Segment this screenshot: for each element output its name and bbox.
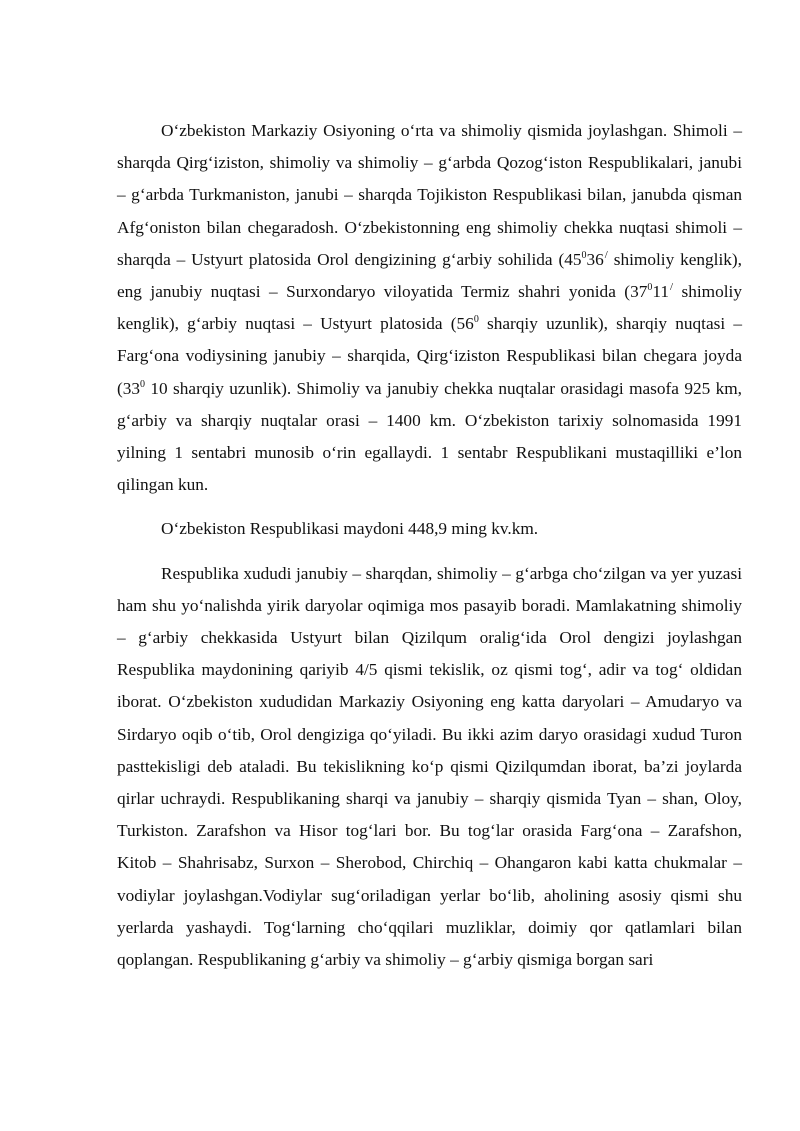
paragraph-geography-borders xyxy=(117,115,742,501)
p1-degree-sup-3: 0 xyxy=(473,314,479,326)
p1-text-c: shimoliy kenglik), eng janubiy nuqtasi – Surxondaryo viloyatida Termiz shahri yonida (37 xyxy=(117,249,743,302)
p1-text-e: shimoliy kenglik), g‘arbiy nuqtasi – Ustyurt platosida (56 xyxy=(117,282,742,334)
p1-text-a: O‘zbekiston Markaziy Osiyoning o‘rta va shimoliy qismida joylashgan. Shimoli – sharqda Qirg‘iziston, shimoliy va shimoliy – g‘arbda Qozog‘iston Respublikalari, janubi – g‘arbda Turkmaniston, janubi – sharqda Tojikiston Respublikasi bilan, janubda qisman Afg‘oniston bilan chegaradosh. O‘zbekistonning eng shimoliy chekka nuqtasi shimoli – sharqda – Ustyurt platosida Orol dengizining g‘arbiy sohilida (45 xyxy=(117,121,742,269)
document-body xyxy=(117,115,742,976)
paragraph-area: O‘zbekiston Respublikasi maydoni 448,9 ming kv.km. xyxy=(161,519,539,539)
p1-degree-sup-2: 0 xyxy=(647,282,653,294)
p1-text-b: 36 xyxy=(586,249,604,269)
p1-degree-sup-4: 0 xyxy=(140,378,146,390)
p1-degree-sup-1: 0 xyxy=(581,250,587,262)
p1-text-f: sharqiy uzunlik), sharqiy nuqtasi – Farg‘ona vodiysining janubiy – sharqida, Qirg‘iziston Respublikasi bilan chegara joyda (33 xyxy=(117,314,742,398)
p1-text-g: 10 sharqiy uzunlik). Shimoliy va janubiy chekka nuqtalar orasidagi masofa 925 km, g‘arbiy va sharqiy nuqtalar orasi – 1400 km. O‘zbekiston tarixiy solnomasida 1991 yilning 1 sentabri munosib o‘rin egallaydi. 1 sentabr Respublikani mustaqilliki e’lon qilingan kun. xyxy=(117,378,742,495)
p1-minute-mark-1: / xyxy=(604,249,608,262)
p1-text-d: 11 xyxy=(652,282,669,302)
p1-minute-mark-2: / xyxy=(670,281,674,294)
paragraph-relief: Respublika xududi janubiy – sharqdan, shimoliy – g‘arbga cho‘zilgan va yer yuzasi ham shu yo‘nalishda yirik daryolar oqimiga mos pasayib boradi. Mamlakatning shimoliy – g‘arbiy chekkasida Ustyurt bilan Qizilqum oralig‘ida Orol dengizi joylashgan Respublika maydonining qariyib 4/5 qismi tekislik, oz qismi tog‘, adir va tog‘ oldidan iborat. O‘zbekiston xududidan Markaziy Osiyoning eng katta daryolari – Amudaryo va Sirdaryo oqib o‘tib, Orol dengiziga qo‘yiladi. Bu ikki azim daryo orasidagi xudud Turon pasttekisligi deb ataladi. Bu tekislikning ko‘p qismi Qizilqumdan iborat, ba’zi joylarda qirlar uchraydi. Respublikaning sharqi va janubiy – sharqiy qismida Tyan – shan, Oloy, Turkiston. Zarafshon va Hisor tog‘lari bor. Bu tog‘lar orasida Farg‘ona – Zarafshon, Kitob – Shahrisabz, Surxon – Sherobod, Chirchiq – Ohangaron kabi katta chukmalar – vodiylar joylashgan.Vodiylar sug‘oriladigan yerlar bo‘lib, aholining asosiy qismi shu yerlarda yashaydi. Tog‘larning cho‘qqilari muzliklar, doimiy qor qatlamlari bilan qoplangan. Respublikaning g‘arbiy va shimoliy – g‘arbiy qismiga borgan sari xyxy=(117,563,742,970)
